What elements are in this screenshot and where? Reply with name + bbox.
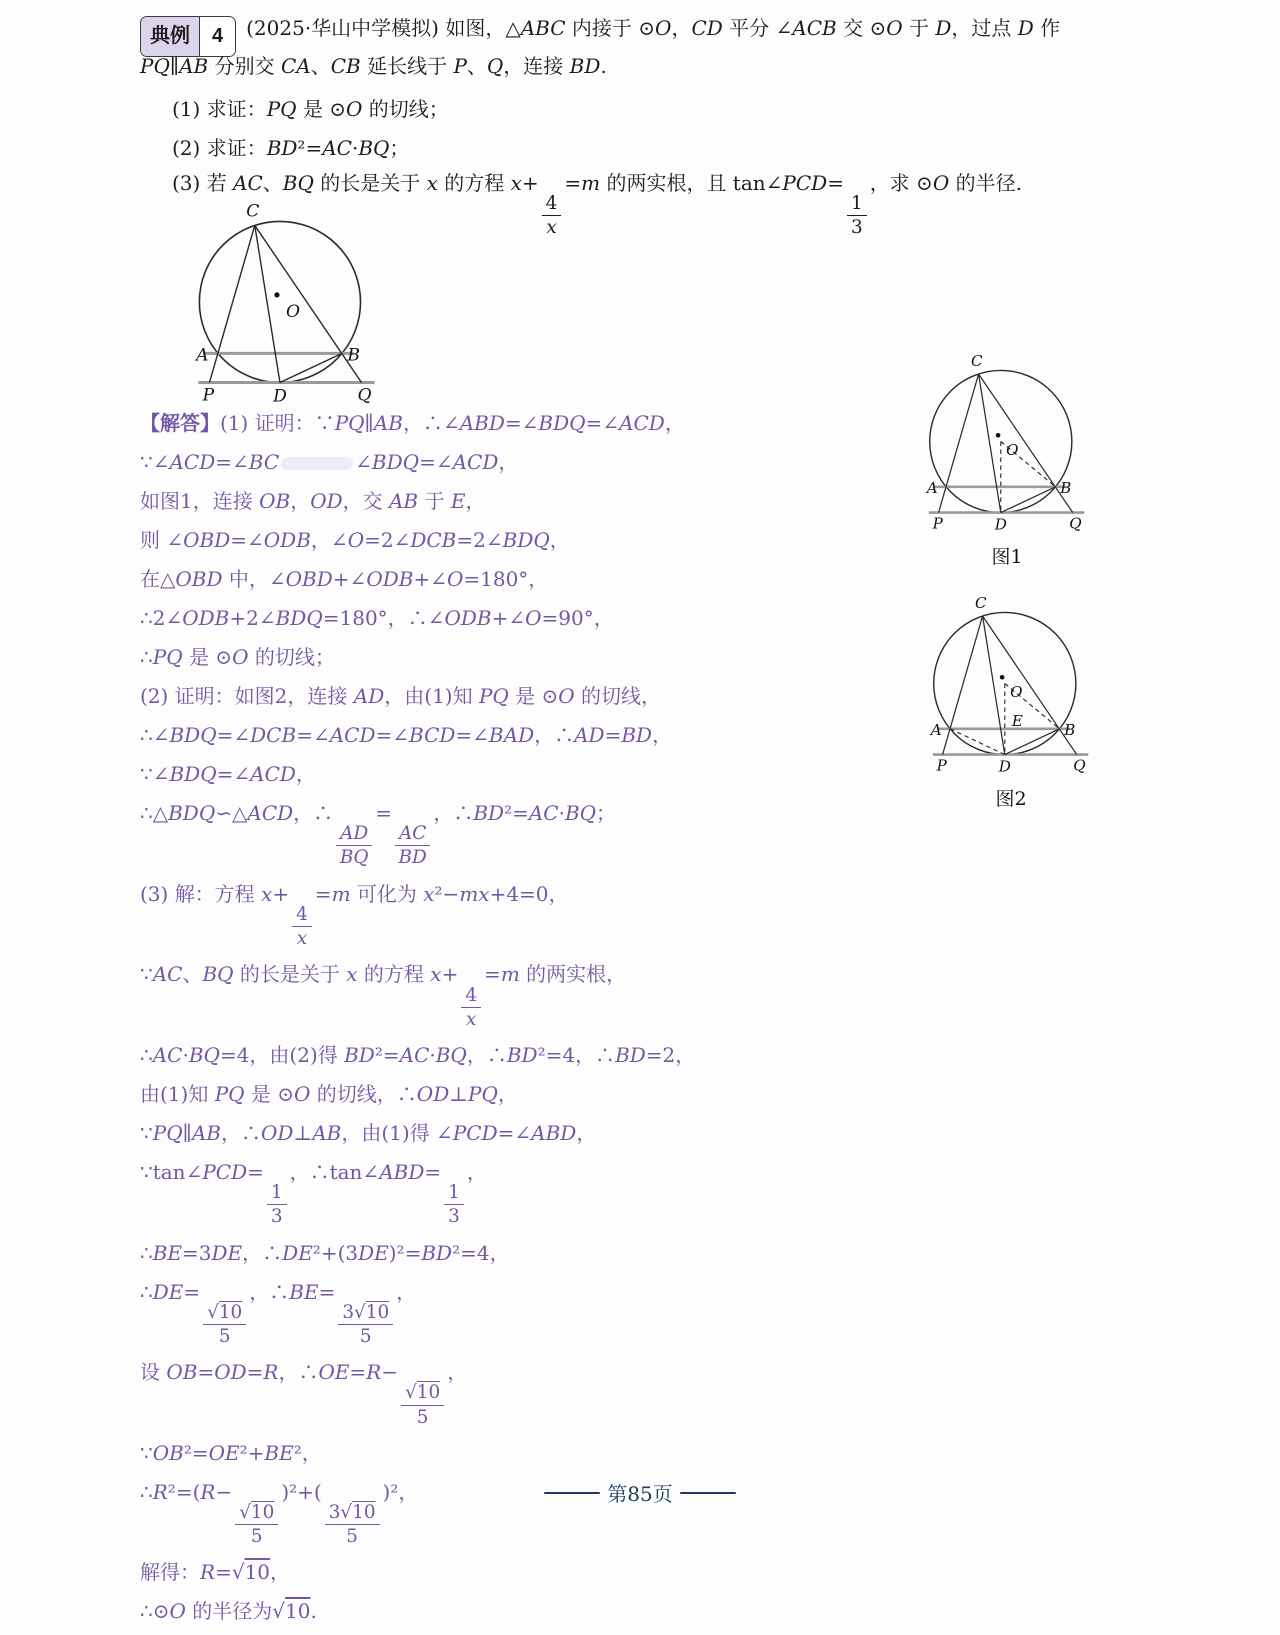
- stem-text-2: PQ∥AB 分别交 CA、CB 延长线于 P、Q，连接 BD.: [140, 54, 607, 78]
- solution-line: ∴R²=(R− $\frac{√10}{5}$ )²+( $\frac{3√10}{5}$ )²，: [140, 1479, 419, 1548]
- erased-text: [281, 457, 353, 470]
- figure-2-caption: 图2: [995, 788, 1027, 810]
- circle-diagram-fig2: [886, 592, 1136, 783]
- question-1: (1) 求证：PQ 是 ⊙O 的切线；: [172, 97, 449, 121]
- footer-left-rule: [544, 1492, 600, 1494]
- figure-1-caption: 图1: [991, 546, 1023, 568]
- line-CD: [979, 374, 1001, 513]
- solution-line: 在△OBD 中，∠OBD+∠ODB+∠O=180°，: [140, 567, 549, 591]
- figure-1: [882, 350, 1132, 569]
- point-label-Q: Q: [1069, 514, 1082, 533]
- solution-line: ∴2∠ODB+2∠BDQ=180°，∴∠ODB+∠O=90°，: [140, 606, 614, 630]
- point-label-P: P: [936, 756, 947, 775]
- question-3: (3) 若 AC、BQ 的长是关于 x 的方程 x+ $\frac{4}{x}$ =m 的两实根，且 tan∠PCD= $\frac{1}{3}$ ，求 ⊙O 的半径.: [172, 171, 1022, 239]
- point-label-D: D: [994, 515, 1007, 534]
- solution-line: 由(1)知 PQ 是 ⊙O 的切线，∴OD⊥PQ，: [140, 1081, 518, 1106]
- solution-line: ∴BE=3DE，∴DE²+(3DE)²=BD²=4，: [140, 1240, 510, 1265]
- badge-label: 典例: [141, 17, 199, 56]
- circle-diagram-fig1: [882, 350, 1132, 541]
- center-dot: [274, 292, 279, 297]
- figure-2: [886, 592, 1136, 811]
- point-label-O: O: [1010, 682, 1023, 701]
- point-label-A: A: [926, 479, 938, 498]
- stem-text-1: (2025·华山中学模拟) 如图，△ABC 内接于 ⊙O，CD 平分 ∠ACB 交 ⊙O 于 D，过点 D 作: [246, 16, 1061, 40]
- solution-line: (3) 解：方程 x+ $\frac{4}{x}$ =m 可化为 x²−mx+4=0，: [140, 881, 569, 950]
- solution-line: (2) 证明：如图2，连接 AD，由(1)知 PQ 是 ⊙O 的切线，: [140, 684, 662, 708]
- solution-line: ∴AC·BQ=4，由(2)得 BD²=AC·BQ，∴BD²=4，∴BD=2，: [140, 1042, 696, 1067]
- line-CP: [943, 616, 983, 755]
- point-label-B: B: [1060, 479, 1072, 498]
- point-label-C: C: [971, 351, 983, 370]
- solution-line: ∵∠BDQ=∠ACD，: [140, 762, 316, 786]
- problem-stem-line2: [140, 48, 1220, 84]
- footer-right-rule: [680, 1492, 736, 1494]
- point-label-B: B: [347, 345, 361, 366]
- point-label-P: P: [202, 385, 215, 406]
- solution-line: 则 ∠OBD=∠ODB，∠O=2∠DCB=2∠BDQ，: [140, 528, 570, 552]
- center-dot: [996, 433, 1001, 438]
- badge-number: 4: [199, 17, 235, 56]
- point-label-O: O: [1006, 440, 1019, 459]
- line-CD: [983, 616, 1005, 755]
- point-label-Q: Q: [357, 385, 372, 406]
- line-BD: [280, 353, 342, 382]
- line-CQ: [255, 225, 362, 382]
- point-label-D: D: [273, 386, 287, 407]
- point-label-A: A: [196, 345, 209, 366]
- point-label-D: D: [998, 757, 1011, 776]
- solution-line: 【解答】(1) 证明：∵PQ∥AB，∴∠ABD=∠BDQ=∠ACD，: [140, 411, 685, 435]
- figure-main: [146, 198, 428, 415]
- point-label-C: C: [246, 201, 260, 222]
- solution-line: ∴∠BDQ=∠DCB=∠ACD=∠BCD=∠BAD，∴AD=BD，: [140, 723, 673, 747]
- solution-line: ∴DE= $\frac{√10}{5}$ ，∴BE= $\frac{3√10}{5}$ ，: [140, 1279, 417, 1347]
- solution-line: 如图1，连接 OB，OD，交 AB 于 E，: [140, 489, 486, 513]
- circle-diagram-main: [146, 198, 428, 415]
- solution-line: ∴PQ 是 ⊙O 的切线；: [140, 645, 335, 669]
- point-label-C: C: [975, 593, 987, 612]
- solution-line: ∴△BDQ∽△ACD，∴ $\frac{AD}{BQ}$ = $\frac{AC}{BD}$ ，∴BD²=AC·BQ；: [140, 801, 617, 869]
- line-BD: [1005, 729, 1060, 755]
- point-label-P: P: [932, 514, 943, 533]
- center-dot: [1000, 675, 1005, 680]
- page-footer: [0, 1478, 1280, 1507]
- line-CQ: [983, 616, 1077, 755]
- point-label-Q: Q: [1073, 756, 1086, 775]
- solution-line: ∵tan∠PCD= $\frac{1}{3}$ ，∴tan∠ABD= $\frac{1}{3}$ ，: [140, 1159, 487, 1228]
- point-label-O: O: [285, 302, 301, 323]
- solution-line: 设 OB=OD=R，∴OE=R− $\frac{√10}{5}$ ，: [140, 1360, 468, 1428]
- circle-O: [199, 221, 360, 382]
- line-CP: [939, 374, 979, 513]
- solution-line: ∵OB²=OE²+BE²，: [140, 1440, 322, 1465]
- solution-line: ∵∠ACD=∠BC ∠BDQ=∠ACD，: [140, 450, 519, 474]
- solution-line: ∴⊙O 的半径为√10.: [140, 1599, 317, 1624]
- line-CP: [209, 225, 254, 382]
- point-label-A: A: [930, 721, 942, 740]
- dashed-AD: [950, 729, 1005, 755]
- line-CD: [255, 225, 280, 382]
- line-BD: [1001, 487, 1056, 513]
- solution-line: 解得：R=√10，: [140, 1560, 291, 1585]
- solution-line: ∵AC、BQ 的长是关于 x 的方程 x+ $\frac{4}{x}$ =m 的两实根，: [140, 962, 627, 1030]
- page-number: 第85页: [607, 1482, 673, 1506]
- point-label-E: E: [1011, 712, 1023, 731]
- solution-line: ∵PQ∥AB，∴OD⊥AB，由(1)得 ∠PCD=∠ABD，: [140, 1120, 597, 1145]
- line-CQ: [979, 374, 1073, 513]
- point-label-B: B: [1064, 721, 1076, 740]
- question-2: (2) 求证：BD²=AC·BQ；: [172, 136, 410, 160]
- solution-block: [140, 404, 910, 1631]
